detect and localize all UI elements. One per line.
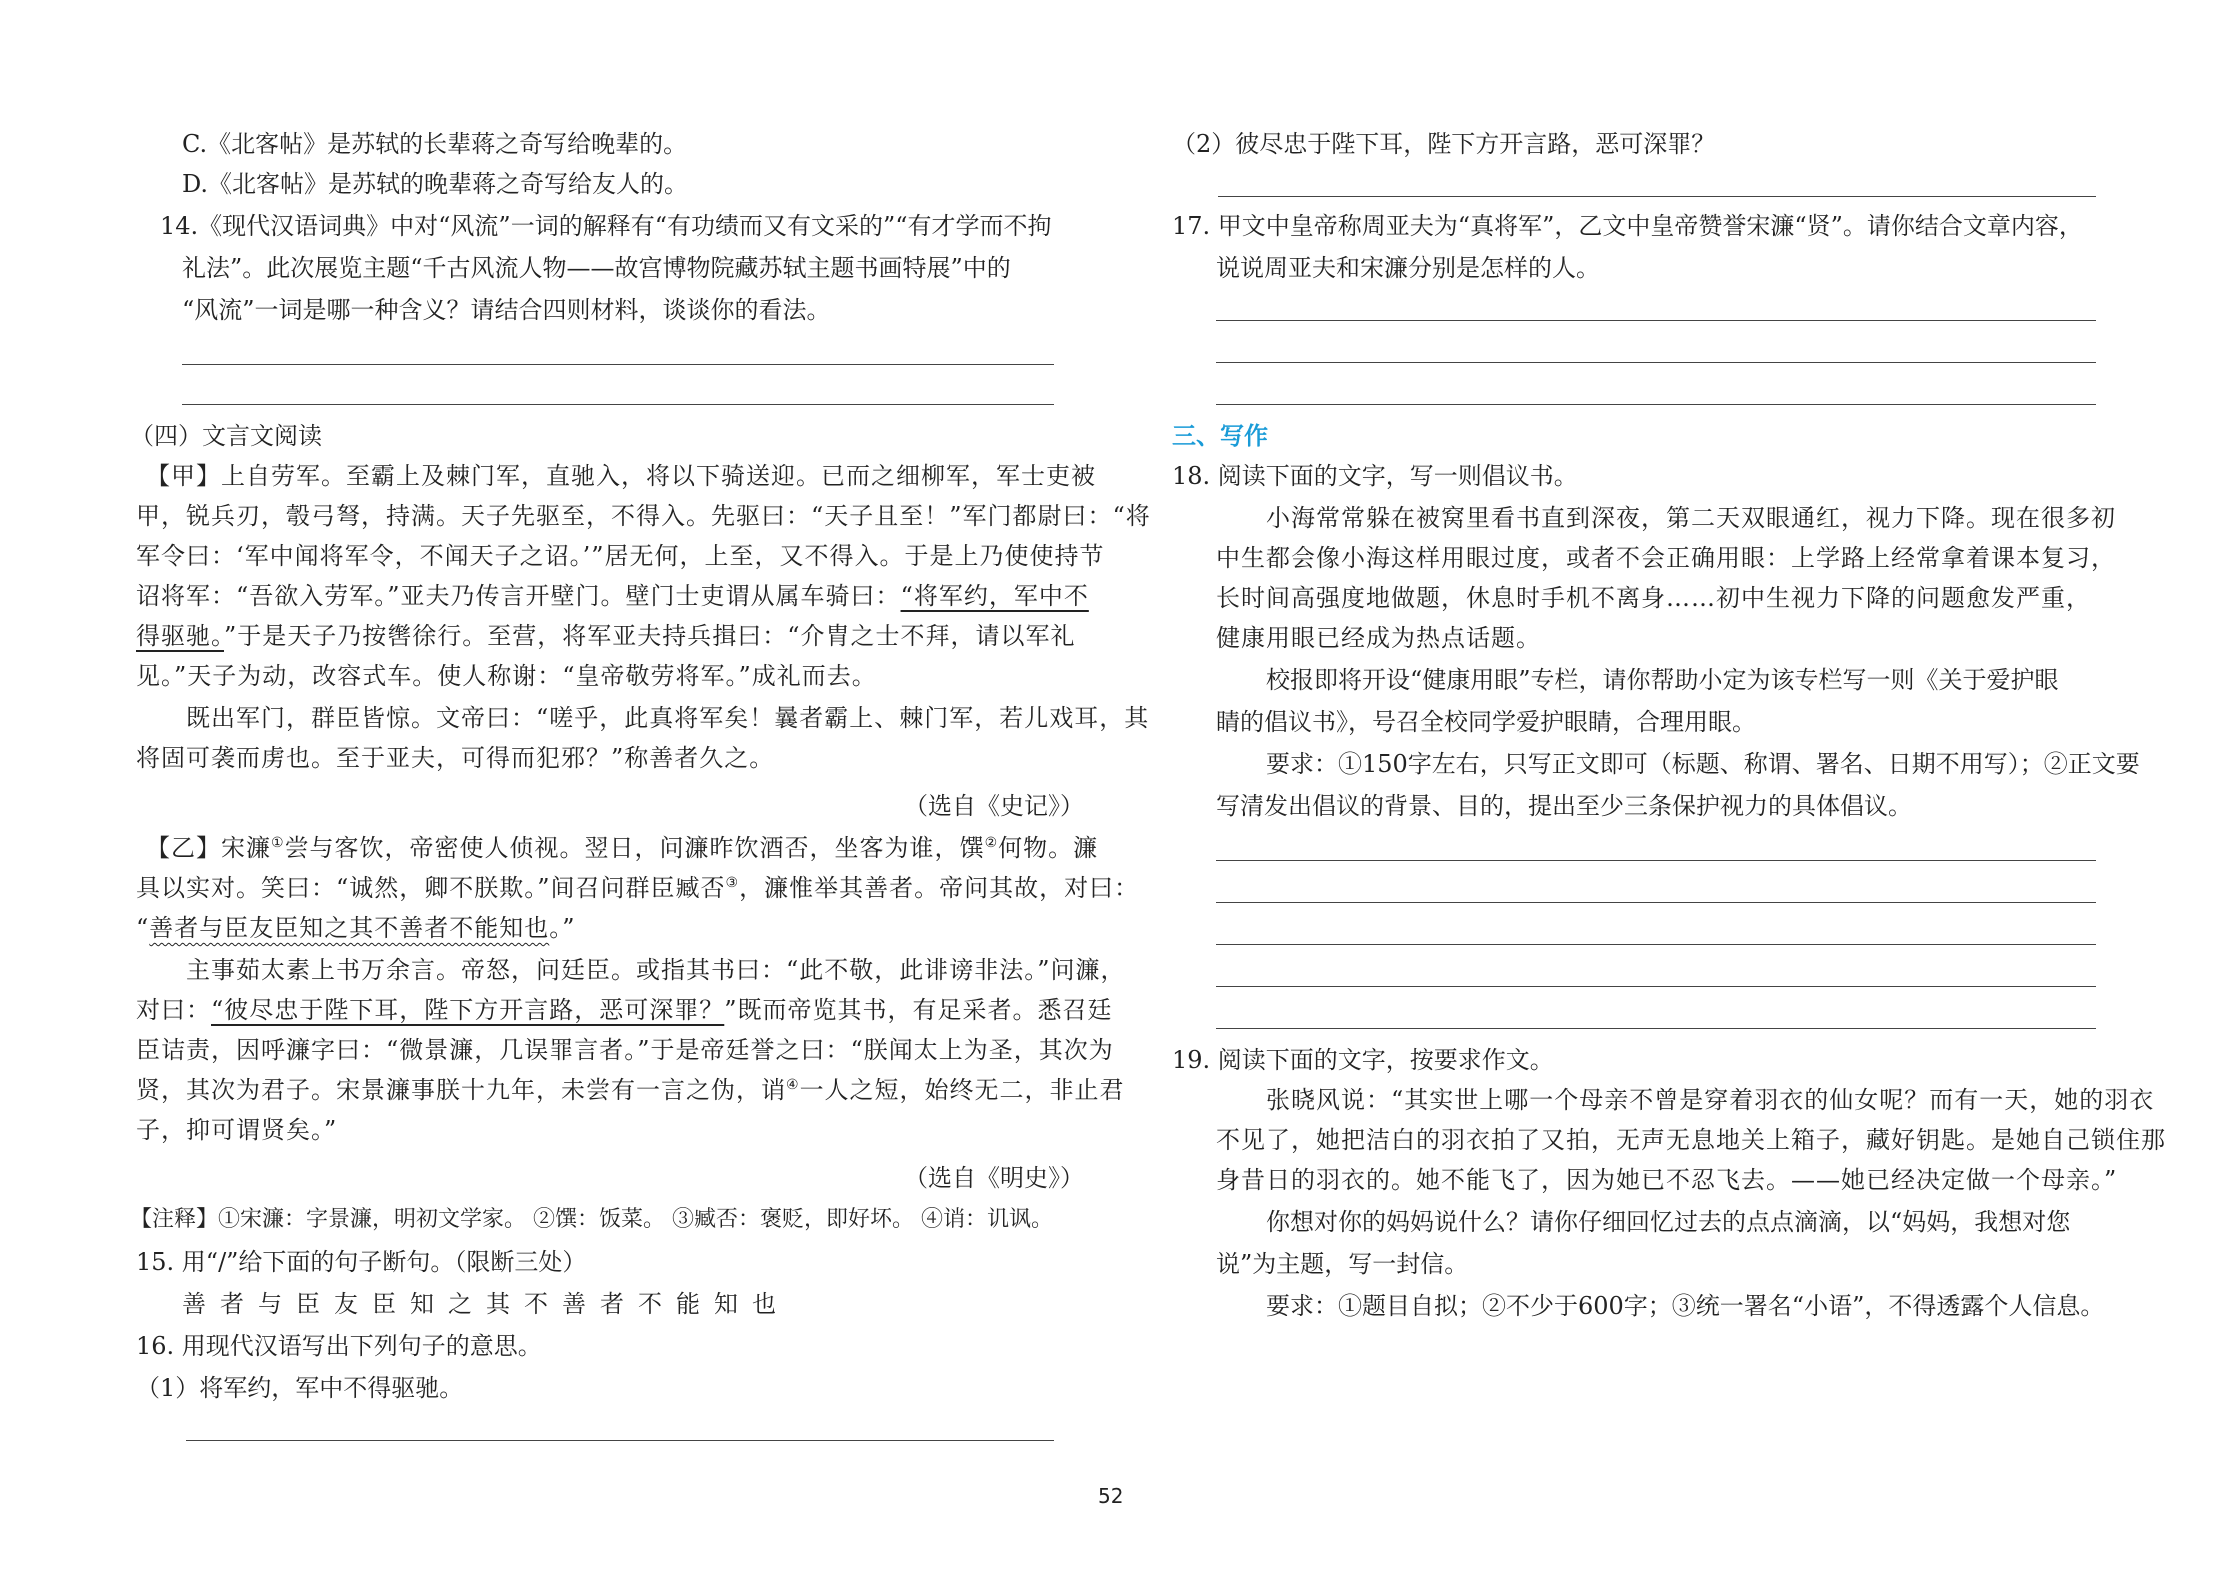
annotations: 【注释】①宋濂：字景濂，明初文学家。 ②馔：饭菜。 ③臧否：褒贬，即好坏。 ④诮：讥讽。 [130,1207,1053,1232]
passage-jia-text: ”于是天子乃按辔徐行。至营，将军亚夫持兵揖曰：“介胄之士不拜，请以军礼 [224,622,1076,650]
passage-yi-text: 一人之短，始终无二，非止君 [799,1076,1125,1104]
passage-yi-text: 尝与客饮，帝密使人侦视。翌日，问濂昨饮酒否，坐客为谁，馔 [284,834,985,862]
q19-para2-line-1: 你想对你的妈妈说什么？请你仔细回忆过去的点点滴滴，以“妈妈，我想对您 [1266,1208,2071,1236]
passage-yi-text: “ [136,914,150,942]
option-d: D.《北客帖》是苏轼的晚辈蒋之奇写给友人的。 [182,170,689,198]
q16-item-2: （2）彼尽忠于陛下耳，陛下方开言路，恶可深罪？ [1172,130,1716,158]
q19-para1-line-1: 张晓风说：“其实世上哪一个母亲不曾是穿着羽衣的仙女呢？而有一天，她的羽衣 [1266,1086,2155,1114]
q18-para1-line-3: 长时间高强度地做题，休息时手机不离身……初中生视力下降的问题愈发严重， [1216,584,2091,612]
q19-prompt: 19. 阅读下面的文字，按要求作文。 [1172,1046,1554,1074]
q19-para1-line-2: 不见了，她把洁白的羽衣拍了又拍，无声无息地关上箱子，藏好钥匙。是她自己锁住那 [1216,1126,2166,1154]
passage-yi-line-2 [136,868,1139,908]
q14-answer-line-1[interactable] [182,364,1054,365]
page-number: 52 [1098,1484,1124,1508]
q16-1-answer-line[interactable] [186,1440,1054,1441]
section-classical-reading: （四）文言文阅读 [130,422,322,450]
passage-jia-text: 诏将军：“吾欲入劳军。”亚夫乃传言开壁门。壁门士吏谓从属车骑曰： [136,582,901,610]
passage-yi-line-6: 臣诘责，因呼濂字曰：“微景濂，几误罪言者。”于是帝廷誉之曰：“朕闻太上为圣，其次为 [136,1036,1114,1064]
q18-para1-line-4: 健康用眼已经成为热点话题。 [1216,624,1541,652]
option-c: C.《北客帖》是苏轼的长辈蒋之奇写给晚辈的。 [182,130,688,158]
q16-item-1: （1）将军约，军中不得驱驰。 [136,1374,464,1402]
passage-jia-line-7: 既出军门，群臣皆惊。文帝曰：“嗟乎，此真将军矣！曩者霸上、棘门军，若儿戏耳，其 [186,704,1150,732]
q17-answer-line-3[interactable] [1216,404,2096,405]
wavy-underlined-sentence: 善者与臣友臣知之其不善者不能知也 [149,914,550,942]
passage-yi-text: 。” [549,914,576,942]
passage-jia-line-3: 军令曰：‘军中闻将军令，不闻天子之诏。’”居无何，上至，又不得入。于是上乃使使持节 [136,542,1105,570]
q18-para3-line-1: 要求：①150字左右，只写正文即可（标题、称谓、署名、日期不用写）；②正文要 [1266,750,2140,778]
passage-yi-text: 对曰： [136,996,211,1024]
passage-jia-line-4 [136,576,1089,616]
q17-answer-line-1[interactable] [1216,320,2096,321]
passage-jia-line-6: 见。”天子为动，改容式车。使人称谢：“皇帝敬劳将军。”成礼而去。 [136,662,877,690]
passage-jia-line-8: 将固可袭而虏也。至于亚夫，可得而犯邪？”称善者久之。 [136,744,775,772]
passage-yi-line-5 [136,990,1113,1030]
passage-yi-text: ”既而帝览其书，有足采者。悉召廷 [724,996,1113,1024]
q14-line-2: 礼法”。此次展览主题“千古风流人物——故宫博物院藏苏轼主题书画特展”中的 [182,254,1011,282]
q18-para3-line-2: 写清发出倡议的背景、目的，提出至少三条保护视力的具体倡议。 [1216,792,1912,820]
q19-requirements: 要求：①题目自拟；②不少于600字；③统一署名“小语”，不得透露个人信息。 [1266,1292,2105,1320]
q17-line-1: 17. 甲文中皇帝称周亚夫为“真将军”，乙文中皇帝赞誉宋濂“贤”。请你结合文章内容， [1172,212,2083,240]
passage-yi-line-1 [146,828,1098,868]
q18-para2-line-2: 睛的倡议书》，号召全校同学爱护眼睛，合理用眼。 [1216,708,1756,736]
q18-answer-line-2[interactable] [1216,902,2096,903]
passage-jia-line-2: 甲，锐兵刃，彀弓弩，持满。天子先驱至，不得入。先驱曰：“天子且至！”军门都尉曰：“将 [136,502,1151,530]
q14-line-1: 14.《现代汉语词典》中对“风流”一词的解释有“有功绩而又有文采的”“有才学而不拘 [160,212,1052,240]
underlined-sentence: “彼尽忠于陛下耳，陛下方开言路，恶可深罪？ [211,996,725,1024]
q18-para1-line-2: 中生都会像小海这样用眼过度，或者不会正确用眼：上学路上经常拿着课本复习， [1216,544,2116,572]
q16-prompt: 16. 用现代汉语写出下列句子的意思。 [136,1332,542,1360]
q16-2-answer-line[interactable] [1218,196,2096,197]
q18-answer-line-4[interactable] [1216,986,2096,987]
underlined-sentence: “将军约，军中不 [900,582,1089,610]
passage-yi-line-7 [136,1070,1125,1110]
q19-para1-line-3: 身昔日的羽衣的。她不能飞了，因为她已不忍飞去。——她已经决定做一个母亲。” [1216,1166,2118,1194]
passage-yi-line-8: 子，抑可谓贤矣。” [136,1116,338,1144]
underlined-sentence: 得驱驰。 [136,622,224,650]
footnote-marker: ③ [725,875,740,891]
q18-answer-line-1[interactable] [1216,860,2096,861]
q15-prompt: 15. 用“/”给下面的句子断句。（限断三处） [136,1248,587,1276]
passage-yi-text: 贤，其次为君子。宋景濂事朕十九年，未尝有一言之伪，诮 [136,1076,786,1104]
passage-yi-line-4: 主事茹太素上书万余言。帝怒，问廷臣。或指其书曰：“此不敬，此诽谤非法。”问濂， [186,956,1126,984]
passage-yi-text: ，濂惟举其善者。帝问其故，对曰： [739,874,1140,902]
q14-line-3: “风流”一词是哪一种含义？请结合四则材料，谈谈你的看法。 [182,296,831,324]
footnote-marker: ④ [786,1077,800,1093]
q17-answer-line-2[interactable] [1216,362,2096,363]
q18-answer-line-3[interactable] [1216,944,2096,945]
footnote-marker: ① [271,835,285,851]
q14-answer-line-2[interactable] [182,404,1054,405]
passage-yi-text: 何物。濂 [998,834,1099,862]
section-writing: 三、写作 [1172,422,1268,450]
passage-yi-text: 具以实对。笑曰：“诚然，卿不朕欺。”间召问群臣臧否 [136,874,726,902]
footnote-marker: ② [984,835,999,851]
passage-yi-text: 【乙】宋濂 [146,834,271,862]
q19-para2-line-2: 说”为主题，写一封信。 [1216,1250,1469,1278]
source-mingshi: （选自《明史》） [904,1164,1084,1192]
q18-para1-line-1: 小海常常躲在被窝里看书直到深夜，第二天双眼通红，视力下降。现在很多初 [1266,504,2116,532]
passage-jia-line-1: 【甲】上自劳军。至霸上及棘门军，直驰入，将以下骑送迎。已而之细柳军，军士吏被 [146,462,1096,490]
q18-answer-line-5[interactable] [1216,1028,2096,1029]
source-shiji: （选自《史记》） [904,792,1084,820]
q17-line-2: 说说周亚夫和宋濂分别是怎样的人。 [1216,254,1600,282]
q18-para2-line-1: 校报即将开设“健康用眼”专栏，请你帮助小定为该专栏写一则《关于爱护眼 [1266,666,2059,694]
q18-prompt: 18. 阅读下面的文字，写一则倡议书。 [1172,462,1578,490]
passage-yi-line-3 [136,908,576,948]
q15-sentence[interactable]: 善者与臣友臣知之其不善者不能知也 [182,1290,790,1318]
passage-jia-line-5 [136,616,1076,656]
